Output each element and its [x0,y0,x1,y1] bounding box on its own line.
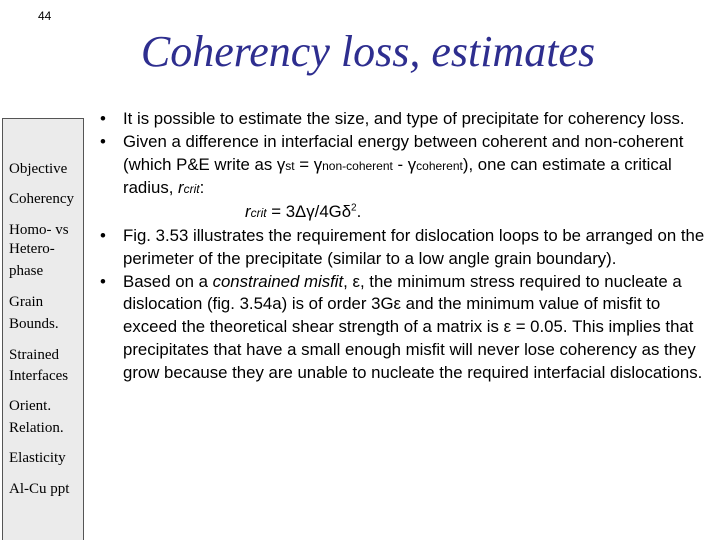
sidebar-item-al-cu-ppt[interactable]: Al-Cu ppt [9,481,70,497]
colon: : [199,178,205,198]
bullet-text: , ε, the minimum stress required to nucleate a dislocation (fig. 3.54a) is of order 3Gε and the minimum value of misfit to exceed the theoretical shear strength of a matrix is ε = 0.05. This implies that precipitates that have a small enough misfit will never lose coherency as they grow because they are unable to nucleate the required interfacial dislocations. [123,271,703,382]
bullet-marker: • [100,225,106,245]
superscript-2: 2 [351,202,357,214]
sidebar [2,118,84,540]
formula-rhs: = 3Δγ/4Gδ [266,202,352,222]
equals: = [294,154,314,174]
bullet-constrained-misfit [97,271,709,385]
page-number: 44 [38,9,52,23]
bullet-marker: • [100,109,106,128]
sidebar-item-interfaces[interactable]: Interfaces [9,368,69,384]
sidebar-item-hetero[interactable]: Hetero- [9,241,55,257]
sidebar-item-elasticity[interactable]: Elasticity [9,450,66,466]
sidebar-item-grain[interactable]: Grain [9,294,44,310]
formula-end: . [356,202,362,222]
bullet-interfacial-energy [97,131,709,225]
sidebar-item-strained[interactable]: Strained [9,347,59,363]
sidebar-item-phase[interactable]: phase [9,263,44,279]
subscript-crit: crit [250,206,267,221]
italic-term: constrained misfit [212,271,344,291]
bullet-dislocation-loops [97,225,709,271]
subscript-non-coherent: non-coherent [322,158,393,173]
sidebar-item-relation[interactable]: Relation. [9,420,64,436]
sidebar-item-orient[interactable]: Orient. [9,398,52,414]
bullet-marker: • [100,131,106,151]
sidebar-item-homo-vs[interactable]: Homo- vs [9,222,69,238]
gamma-symbol: γ [276,154,286,174]
critical-radius-formula [123,201,709,225]
bullet-text: Given a difference in interfacial energy between coherent and non-coherent (which P&E write as [123,131,684,174]
slide-title: Coherency loss, estimates [140,27,596,76]
sidebar-item-bounds[interactable]: Bounds. [9,316,59,332]
bullet-text: Based on a [123,271,213,291]
bullet-text: Fig. 3.53 illustrates the requirement for dislocation loops to be arranged on the perimeter of the precipitate (similar to a low angle grain boundary). [123,225,705,268]
bullet-marker: • [100,271,106,291]
subscript-st: st [285,158,295,173]
r-variable: r [245,202,251,222]
minus: - [392,154,408,174]
bullet-text: It is possible to estimate the size, and type of precipitate for coherency loss. [123,109,685,128]
slide-body [97,108,709,385]
bullet-text: ), one can estimate a critical radius, [123,154,672,198]
gamma-symbol: γ [313,154,323,174]
bullet-estimate [97,108,709,131]
sidebar-item-objective[interactable]: Objective [9,161,68,177]
subscript-coherent: coherent [416,158,463,173]
subscript-crit: crit [183,182,200,197]
r-variable: r [178,178,184,198]
gamma-symbol: γ [407,154,417,174]
sidebar-item-coherency[interactable]: Coherency [9,191,74,207]
